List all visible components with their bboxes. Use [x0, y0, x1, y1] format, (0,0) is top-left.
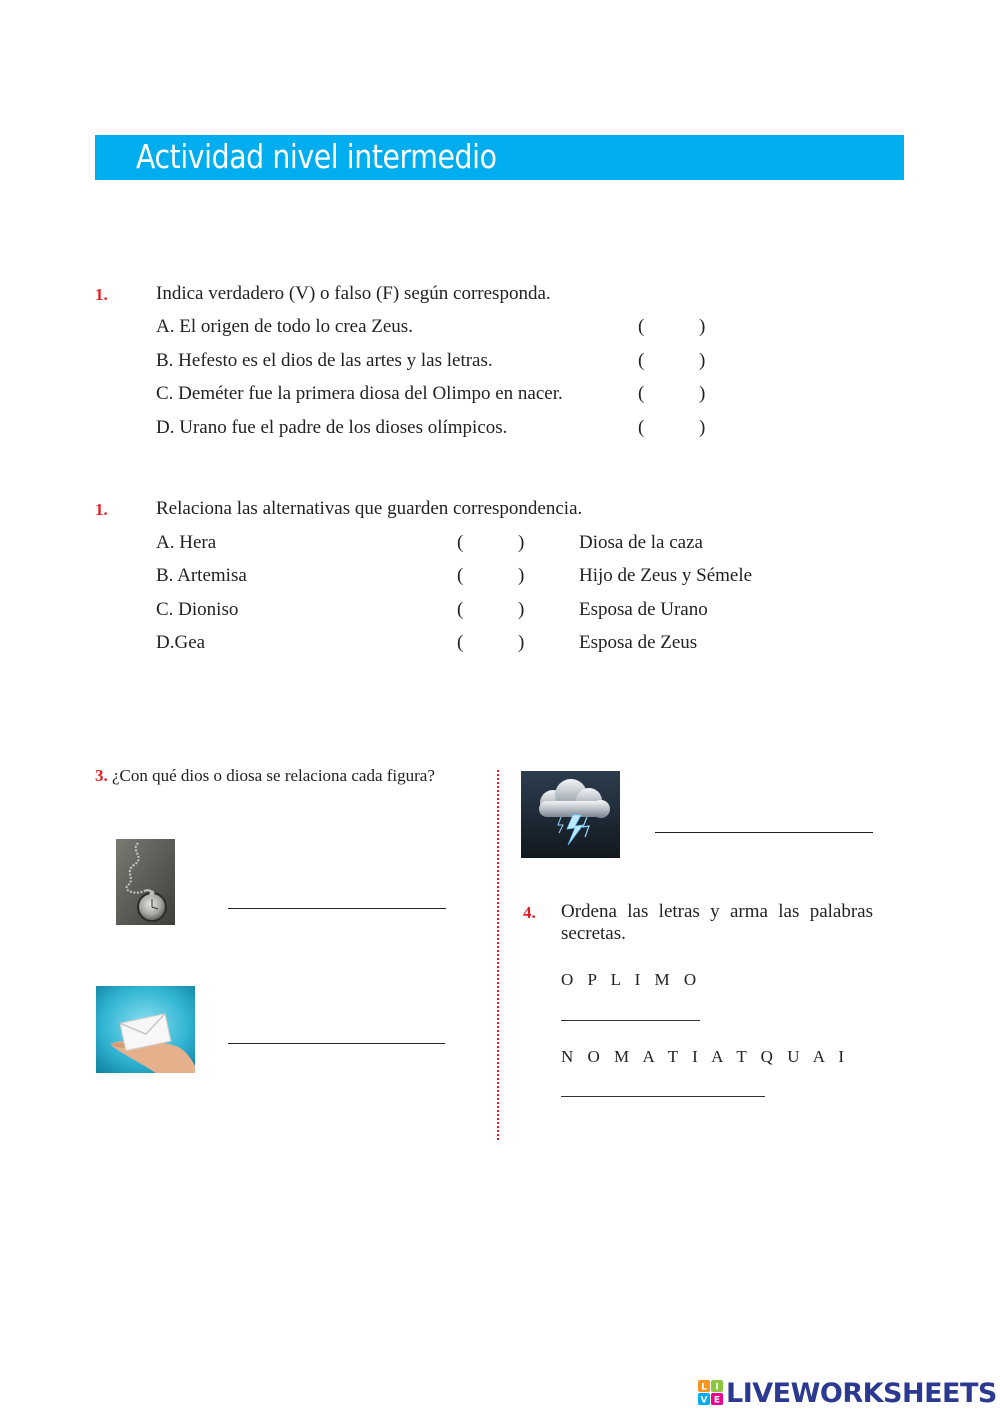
q1-number: 1.	[95, 285, 108, 304]
q2-left-c: C. Dioniso	[156, 599, 239, 620]
q2-left-b: B. Artemisa	[156, 565, 247, 586]
q3-heading	[95, 766, 435, 786]
q4-number: 4.	[523, 903, 536, 922]
q4-prompt: Ordena las letras y arma las palabras secretas.	[561, 901, 873, 944]
close-paren: )	[699, 350, 706, 371]
column-divider	[497, 770, 499, 1140]
page-title: Actividad nivel intermedio	[136, 137, 497, 176]
logo-badge-icon	[698, 1380, 724, 1406]
storm-cloud-lightning-icon	[521, 771, 620, 858]
close-paren: )	[518, 599, 525, 620]
liveworksheets-logo	[698, 1378, 997, 1408]
envelope-in-hand-icon	[96, 986, 195, 1073]
q2-prompt: Relaciona las alternativas que guarden correspondencia.	[156, 498, 583, 519]
close-paren: )	[518, 565, 525, 586]
close-paren: )	[518, 532, 525, 553]
open-paren: (	[638, 383, 645, 404]
q4-word-2: N O M A T I A T Q U A I	[561, 1047, 850, 1066]
q2-number: 1.	[95, 500, 108, 519]
open-paren: (	[638, 417, 645, 438]
q4-answer-line-1[interactable]	[561, 1020, 700, 1021]
close-paren: )	[518, 632, 525, 653]
q3-number: 3.	[95, 766, 108, 785]
q3-prompt: ¿Con qué dios o diosa se relaciona cada figura?	[112, 766, 435, 785]
open-paren: (	[638, 316, 645, 337]
open-paren: (	[638, 350, 645, 371]
logo-badge-letter: E	[713, 1395, 721, 1406]
open-paren: (	[457, 599, 464, 620]
q2-left-d: D.Gea	[156, 632, 206, 653]
q3-answer-line-3[interactable]	[655, 832, 873, 833]
header-banner	[95, 135, 904, 180]
logo-badge-letter: V	[700, 1395, 708, 1406]
q4-answer-line-2[interactable]	[561, 1096, 765, 1097]
q1-item-b: B. Hefesto es el dios de las artes y las letras.	[156, 350, 493, 371]
logo-text: LIVEWORKSHEETS	[726, 1377, 997, 1409]
q1-prompt: Indica verdadero (V) o falso (F) según corresponda.	[156, 283, 551, 304]
close-paren: )	[699, 417, 706, 438]
q2-left-a: A. Hera	[156, 532, 217, 553]
q1-item-a: A. El origen de todo lo crea Zeus.	[156, 316, 413, 337]
q3-answer-line-2[interactable]	[228, 1043, 445, 1044]
close-paren: )	[699, 383, 706, 404]
q2-right-1: Diosa de la caza	[579, 532, 703, 553]
q3-answer-line-1[interactable]	[228, 908, 446, 909]
open-paren: (	[457, 632, 464, 653]
q1-item-c: C. Deméter fue la primera diosa del Olimpo en nacer.	[156, 383, 563, 404]
q2-right-2: Hijo de Zeus y Sémele	[579, 565, 753, 586]
q2-right-4: Esposa de Zeus	[579, 632, 698, 653]
open-paren: (	[457, 532, 464, 553]
logo-badge-letter: I	[715, 1382, 719, 1393]
logo-badge-letter: L	[701, 1382, 707, 1393]
close-paren: )	[699, 316, 706, 337]
q4-word-1: O P L I M O	[561, 970, 702, 989]
open-paren: (	[457, 565, 464, 586]
q1-item-d: D. Urano fue el padre de los dioses olímpicos.	[156, 417, 508, 438]
pocket-watch-icon	[116, 839, 175, 925]
q2-right-3: Esposa de Urano	[579, 599, 708, 620]
